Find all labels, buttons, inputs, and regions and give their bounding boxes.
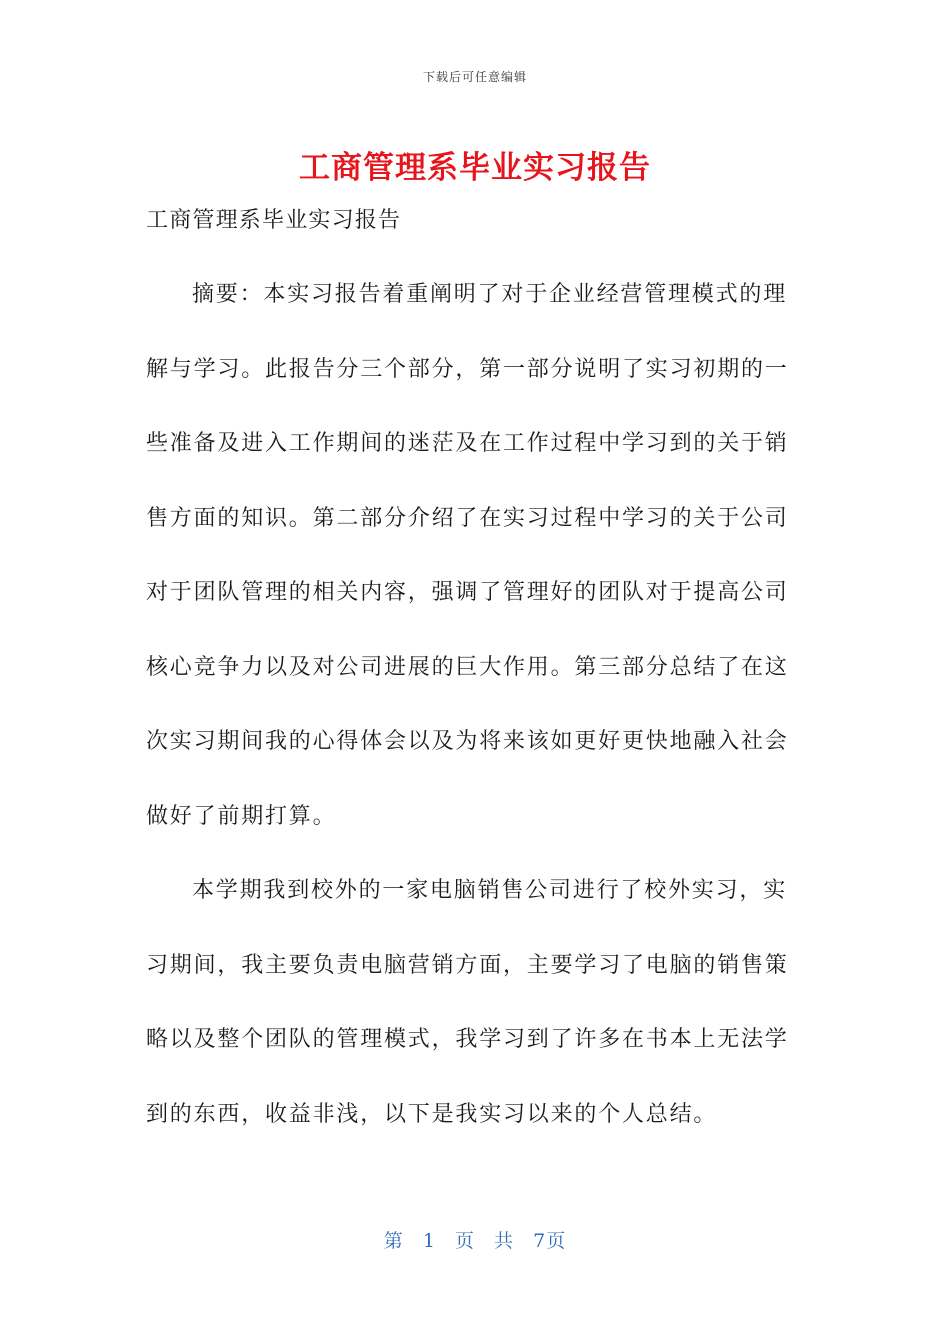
- paragraph-line: 对于团队管理的相关内容，强调了管理好的团队对于提高公司: [146, 580, 789, 605]
- paragraph-line: 售方面的知识。第二部分介绍了在实习过程中学习的关于公司: [146, 505, 789, 531]
- document-title: 工商管理系毕业实习报告: [299, 150, 651, 186]
- footer-page-label: 第: [383, 1230, 404, 1252]
- paragraph-line: 次实习期间我的心得体会以及为将来该如更好更快地融入社会: [146, 729, 789, 754]
- paragraph-intro: [146, 854, 791, 1152]
- paragraph-line: 本学期我到校外的一家电脑销售公司进行了校外实习，实: [192, 878, 788, 903]
- paragraph-line: 做好了前期打算。: [146, 803, 337, 829]
- footer-current-page: 1: [422, 1230, 436, 1252]
- paragraph-line: 到的东西，收益非浅，以下是我实习以来的个人总结。: [146, 1101, 718, 1127]
- subtitle-line: 工商管理系毕业实习报告: [146, 208, 402, 233]
- footer-total-pages: 7页: [533, 1230, 567, 1252]
- paragraph-line: 些准备及进入工作期间的迷茫及在工作过程中学习到的关于销: [146, 431, 789, 456]
- header-note: 下载后可任意编辑: [422, 70, 527, 84]
- document-body: [146, 195, 791, 1152]
- paragraph-line: 摘要：本实习报告着重阐明了对于企业经营管理模式的理: [192, 282, 788, 307]
- footer-total-label: 共: [494, 1230, 515, 1252]
- paragraph-line: 略以及整个团队的管理模式，我学习到了许多在书本上无法学: [146, 1027, 789, 1052]
- paragraph-line: 习期间，我主要负责电脑营销方面，主要学习了电脑的销售策: [146, 952, 789, 978]
- page-footer: [0, 1226, 950, 1253]
- footer-page-unit: 页: [454, 1230, 475, 1252]
- paragraph-abstract: [146, 258, 791, 854]
- paragraph-line: 核心竞争力以及对公司进展的巨大作用。第三部分总结了在这: [146, 654, 789, 680]
- paragraph-line: 解与学习。此报告分三个部分，第一部分说明了实习初期的一: [146, 356, 789, 382]
